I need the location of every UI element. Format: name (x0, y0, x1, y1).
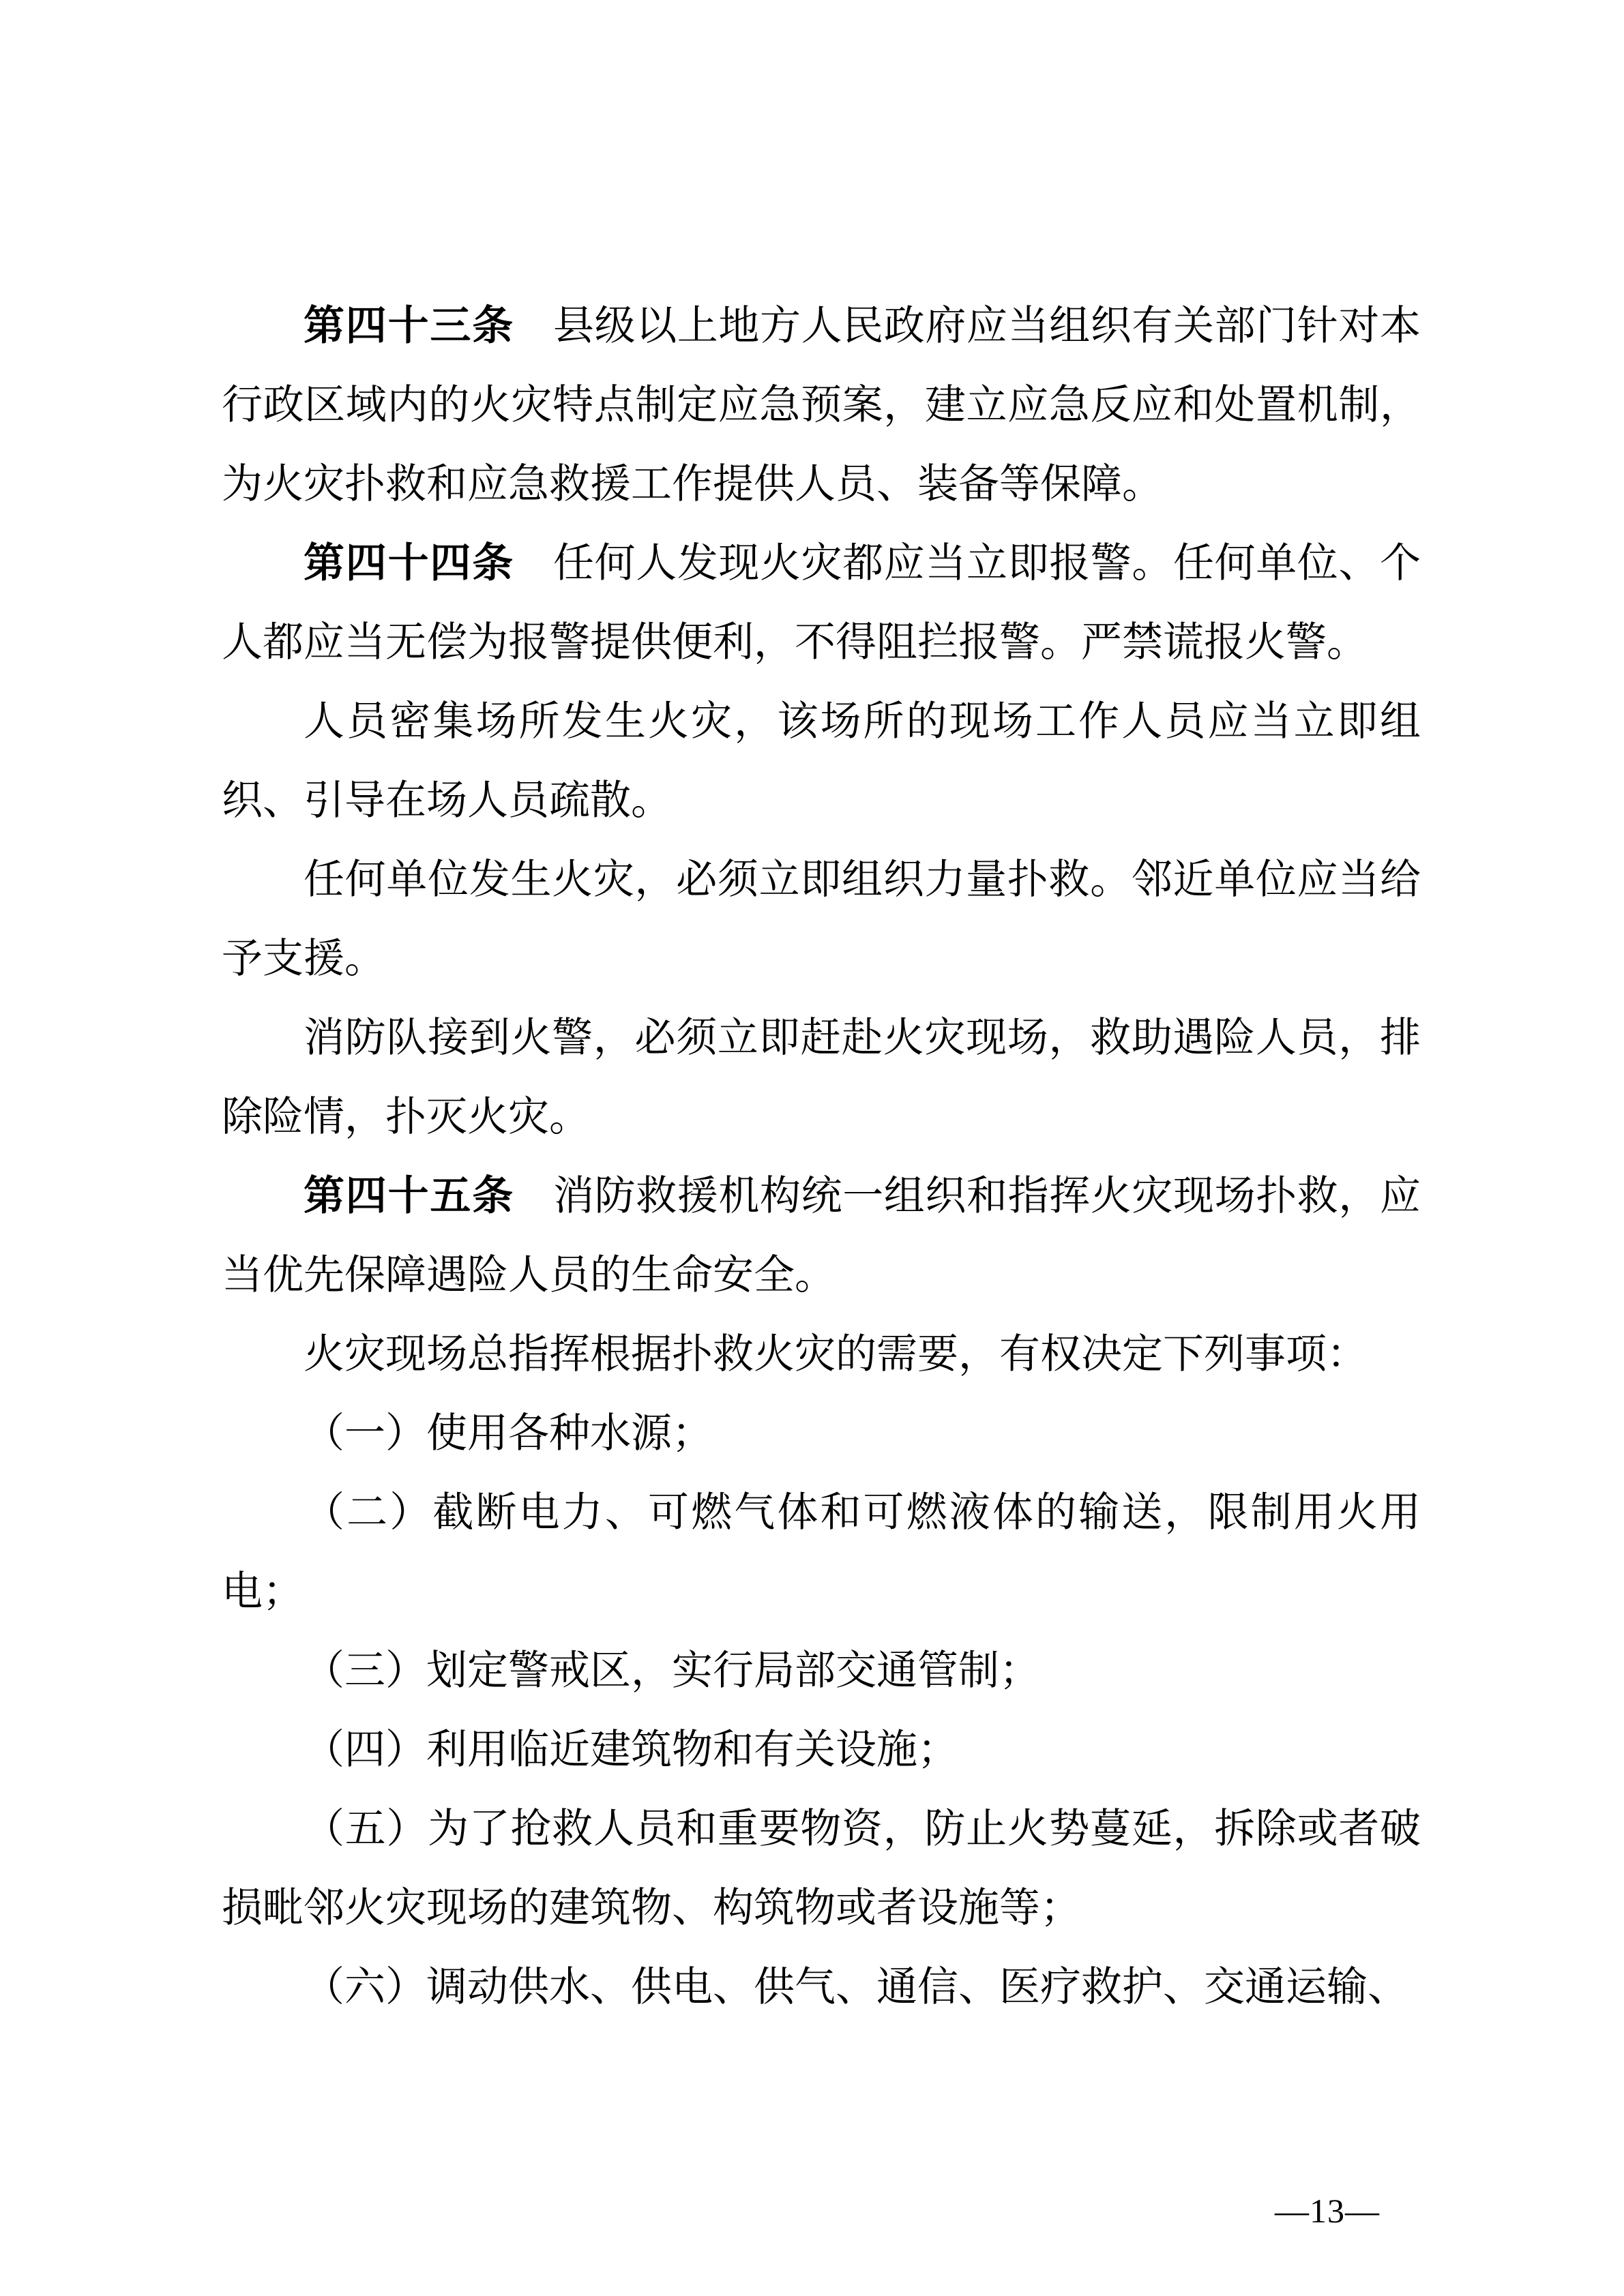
paragraph-text: 任何单位发生火灾，必须立即组织力量扑救。邻近单位应当给予支援。 (222, 857, 1421, 981)
paragraph-text: （二）截断电力、可燃气体和可燃液体的输送，限制用火用电； (222, 1490, 1421, 1614)
law-paragraph (222, 1631, 1421, 1710)
article-number: 第四十三条 (304, 303, 514, 348)
paragraph-text: 火灾现场总指挥根据扑救火灾的需要，有权决定下列事项： (304, 1332, 1368, 1377)
paragraph-text: 消防队接到火警，必须立即赶赴火灾现场，救助遇险人员，排除险情，扑灭火灾。 (222, 1015, 1421, 1139)
law-paragraph (222, 998, 1421, 1157)
law-paragraph (222, 1315, 1421, 1394)
law-text-body (222, 286, 1421, 2027)
article-number: 第四十四条 (304, 540, 514, 586)
paragraph-text: （一）使用各种水源； (304, 1411, 713, 1456)
paragraph-text: （三）划定警戒区，实行局部交通管制； (304, 1648, 1040, 1693)
law-paragraph (222, 840, 1421, 998)
law-paragraph (222, 1157, 1421, 1315)
paragraph-text: （五）为了抢救人员和重要物资，防止火势蔓延，拆除或者破损毗邻火灾现场的建筑物、构筑物或者设施等； (222, 1806, 1421, 1930)
law-paragraph (222, 286, 1421, 524)
page-number: —13— (1275, 2192, 1380, 2230)
law-paragraph (222, 1473, 1421, 1631)
paragraph-text: （四）利用临近建筑物和有关设施； (304, 1727, 958, 1772)
paragraph-text: 消防救援机构统一组织和指挥火灾现场扑救，应当优先保障遇险人员的生命安全。 (222, 1174, 1421, 1298)
law-paragraph (222, 1394, 1421, 1473)
law-paragraph (222, 524, 1421, 682)
paragraph-text: 任何人发现火灾都应当立即报警。任何单位、个人都应当无偿为报警提供便利，不得阻拦报警。严禁谎报火警。 (222, 541, 1421, 665)
paragraph-text: （六）调动供水、供电、供气、通信、医疗救护、交通运输、 (304, 1965, 1408, 2010)
article-number: 第四十五条 (304, 1173, 514, 1219)
law-paragraph (222, 1710, 1421, 1789)
paragraph-text: 县级以上地方人民政府应当组织有关部门针对本行政区域内的火灾特点制定应急预案，建立应急反应和处置机制，为火灾扑救和应急救援工作提供人员、装备等保障。 (222, 303, 1421, 507)
law-paragraph (222, 1948, 1421, 2027)
law-paragraph (222, 1789, 1421, 1948)
paragraph-text: 人员密集场所发生火灾，该场所的现场工作人员应当立即组织、引导在场人员疏散。 (222, 699, 1421, 823)
law-paragraph (222, 682, 1421, 840)
